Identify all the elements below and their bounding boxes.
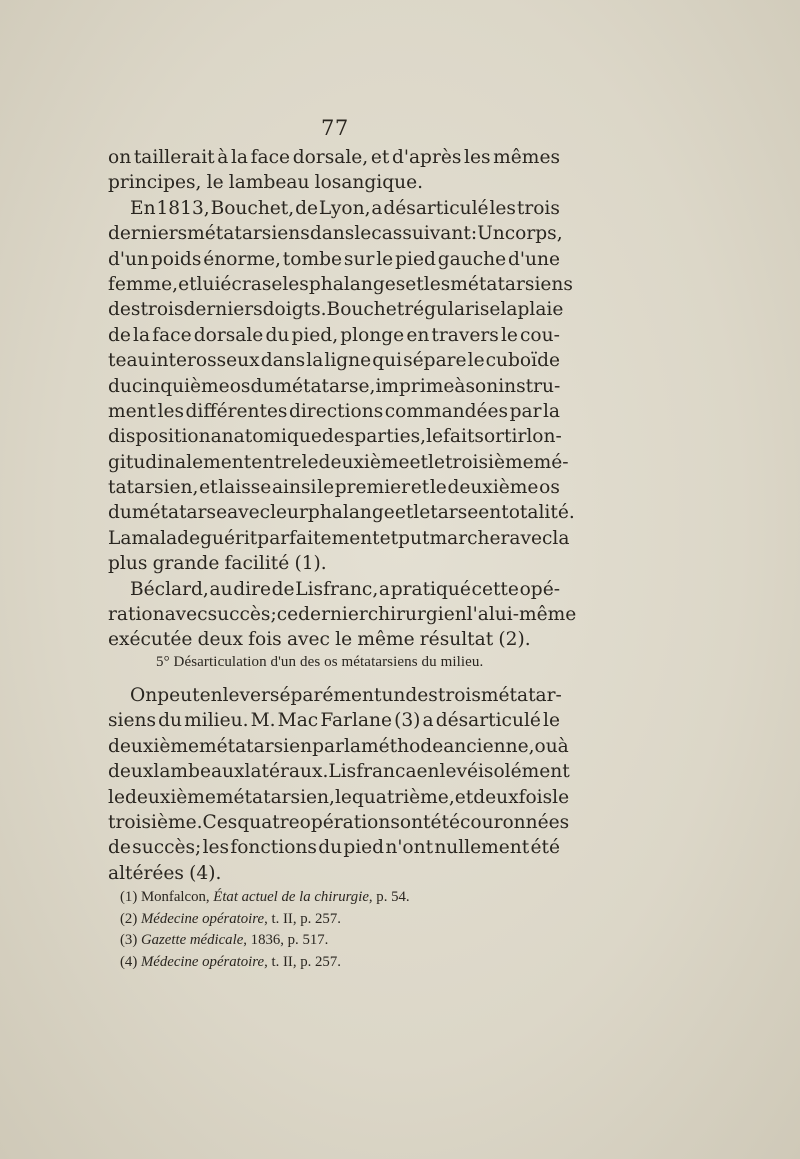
text-line: On peut enlever séparément un des trois métatar-	[130, 685, 562, 706]
text-line: des trois derniers doigts. Bouchet régularise la plaie	[108, 299, 564, 321]
footnote-title: État actuel de la chirurgie	[213, 889, 369, 905]
text-line: La malade guérit parfaitement et put marcher avec la	[108, 527, 570, 549]
footnote	[120, 930, 520, 952]
text-line: on taillerait à la face dorsale, et d'après les mêmes	[108, 147, 560, 168]
footnote	[120, 952, 520, 974]
text-line: d'un poids énorme, tombe sur le pied gauche d'une	[108, 248, 560, 270]
text-line: Béclard, au dire de Lisfranc, a pratiqué cette opé-	[130, 578, 560, 600]
footnote	[120, 909, 520, 931]
footnote	[120, 887, 520, 909]
text-line: tatarsien, et laisse ainsi le premier et le deuxième os	[108, 477, 560, 499]
footnote-title: Médecine opératoire	[140, 953, 265, 970]
text-line: du cinquième os du métatarse, imprime à son instru-	[108, 375, 561, 397]
text-line: deux lambeaux latéraux. Lisfranc a enlevé isolément	[108, 761, 570, 783]
footnote-reference: , 1836, p. 517.	[243, 932, 329, 948]
text-line: derniers métatarsiens dans le cas suivant : Un corps,	[108, 223, 563, 245]
footnote-reference: , t. II, p. 257.	[264, 953, 341, 970]
text-line: du métatarse avec leur phalange et le tarse en totalité.	[108, 502, 575, 524]
page-number: 77	[321, 116, 349, 140]
footnote-reference: , t. II, p. 257.	[264, 910, 341, 927]
text-line: deuxième métatarsien par la méthode ancienne, ou à	[108, 735, 569, 757]
text-line: altérées (4).	[108, 862, 222, 884]
text-line: disposition anatomique des parties, le fait sortir lon-	[108, 426, 562, 448]
text-line: ration avec succès; ce dernier chirurgien l'a lui-même	[108, 604, 577, 626]
footnote-title: Médecine opératoire	[140, 910, 265, 927]
text-line: de succès; les fonctions du pied n'ont nullement été	[108, 837, 560, 859]
text-line: siens du milieu. M. Mac Farlane (3) a désarticulé le	[108, 710, 560, 732]
text-line: le deuxième métatarsien, le quatrième, et deux fois le	[108, 786, 570, 808]
text-line: troisième. Ces quatre opérations ont été couronnées	[108, 811, 570, 833]
text-line: gitudinalement entre le deuxième et le troisième mé-	[108, 451, 569, 473]
body-text-top	[108, 145, 577, 653]
text-line: En 1813, Bouchet, de Lyon, a désarticulé les trois	[130, 197, 560, 219]
text-line: exécutée deux fois avec le même résultat (2).	[108, 629, 531, 651]
footnote-title: Gazette médicale	[140, 932, 244, 948]
footnote-number: (1)	[120, 889, 141, 905]
text-line: de la face dorsale du pied, plonge en travers le cou-	[108, 324, 560, 346]
footnote-number: (3)	[120, 932, 141, 948]
body-text-bottom	[108, 683, 570, 886]
footnote-reference: , p. 54.	[368, 889, 410, 905]
text-line: femme, et lui écrase les phalanges et les métatarsiens	[108, 273, 573, 295]
section-heading: 5° Désarticulation d'un des os métatarsiens du milieu.	[156, 654, 484, 670]
text-line: ment les différentes directions commandées par la	[108, 400, 560, 422]
text-line: plus grande facilité (1).	[108, 553, 327, 575]
text-line: teau interosseux dans la ligne qui sépare le cuboïde	[108, 350, 560, 372]
text-line: principes, le lambeau losangique.	[108, 172, 424, 194]
footnote-author: Monfalcon,	[140, 889, 214, 905]
footnotes	[120, 887, 520, 973]
footnote-number: (4)	[120, 953, 141, 970]
footnote-number: (2)	[120, 910, 141, 927]
